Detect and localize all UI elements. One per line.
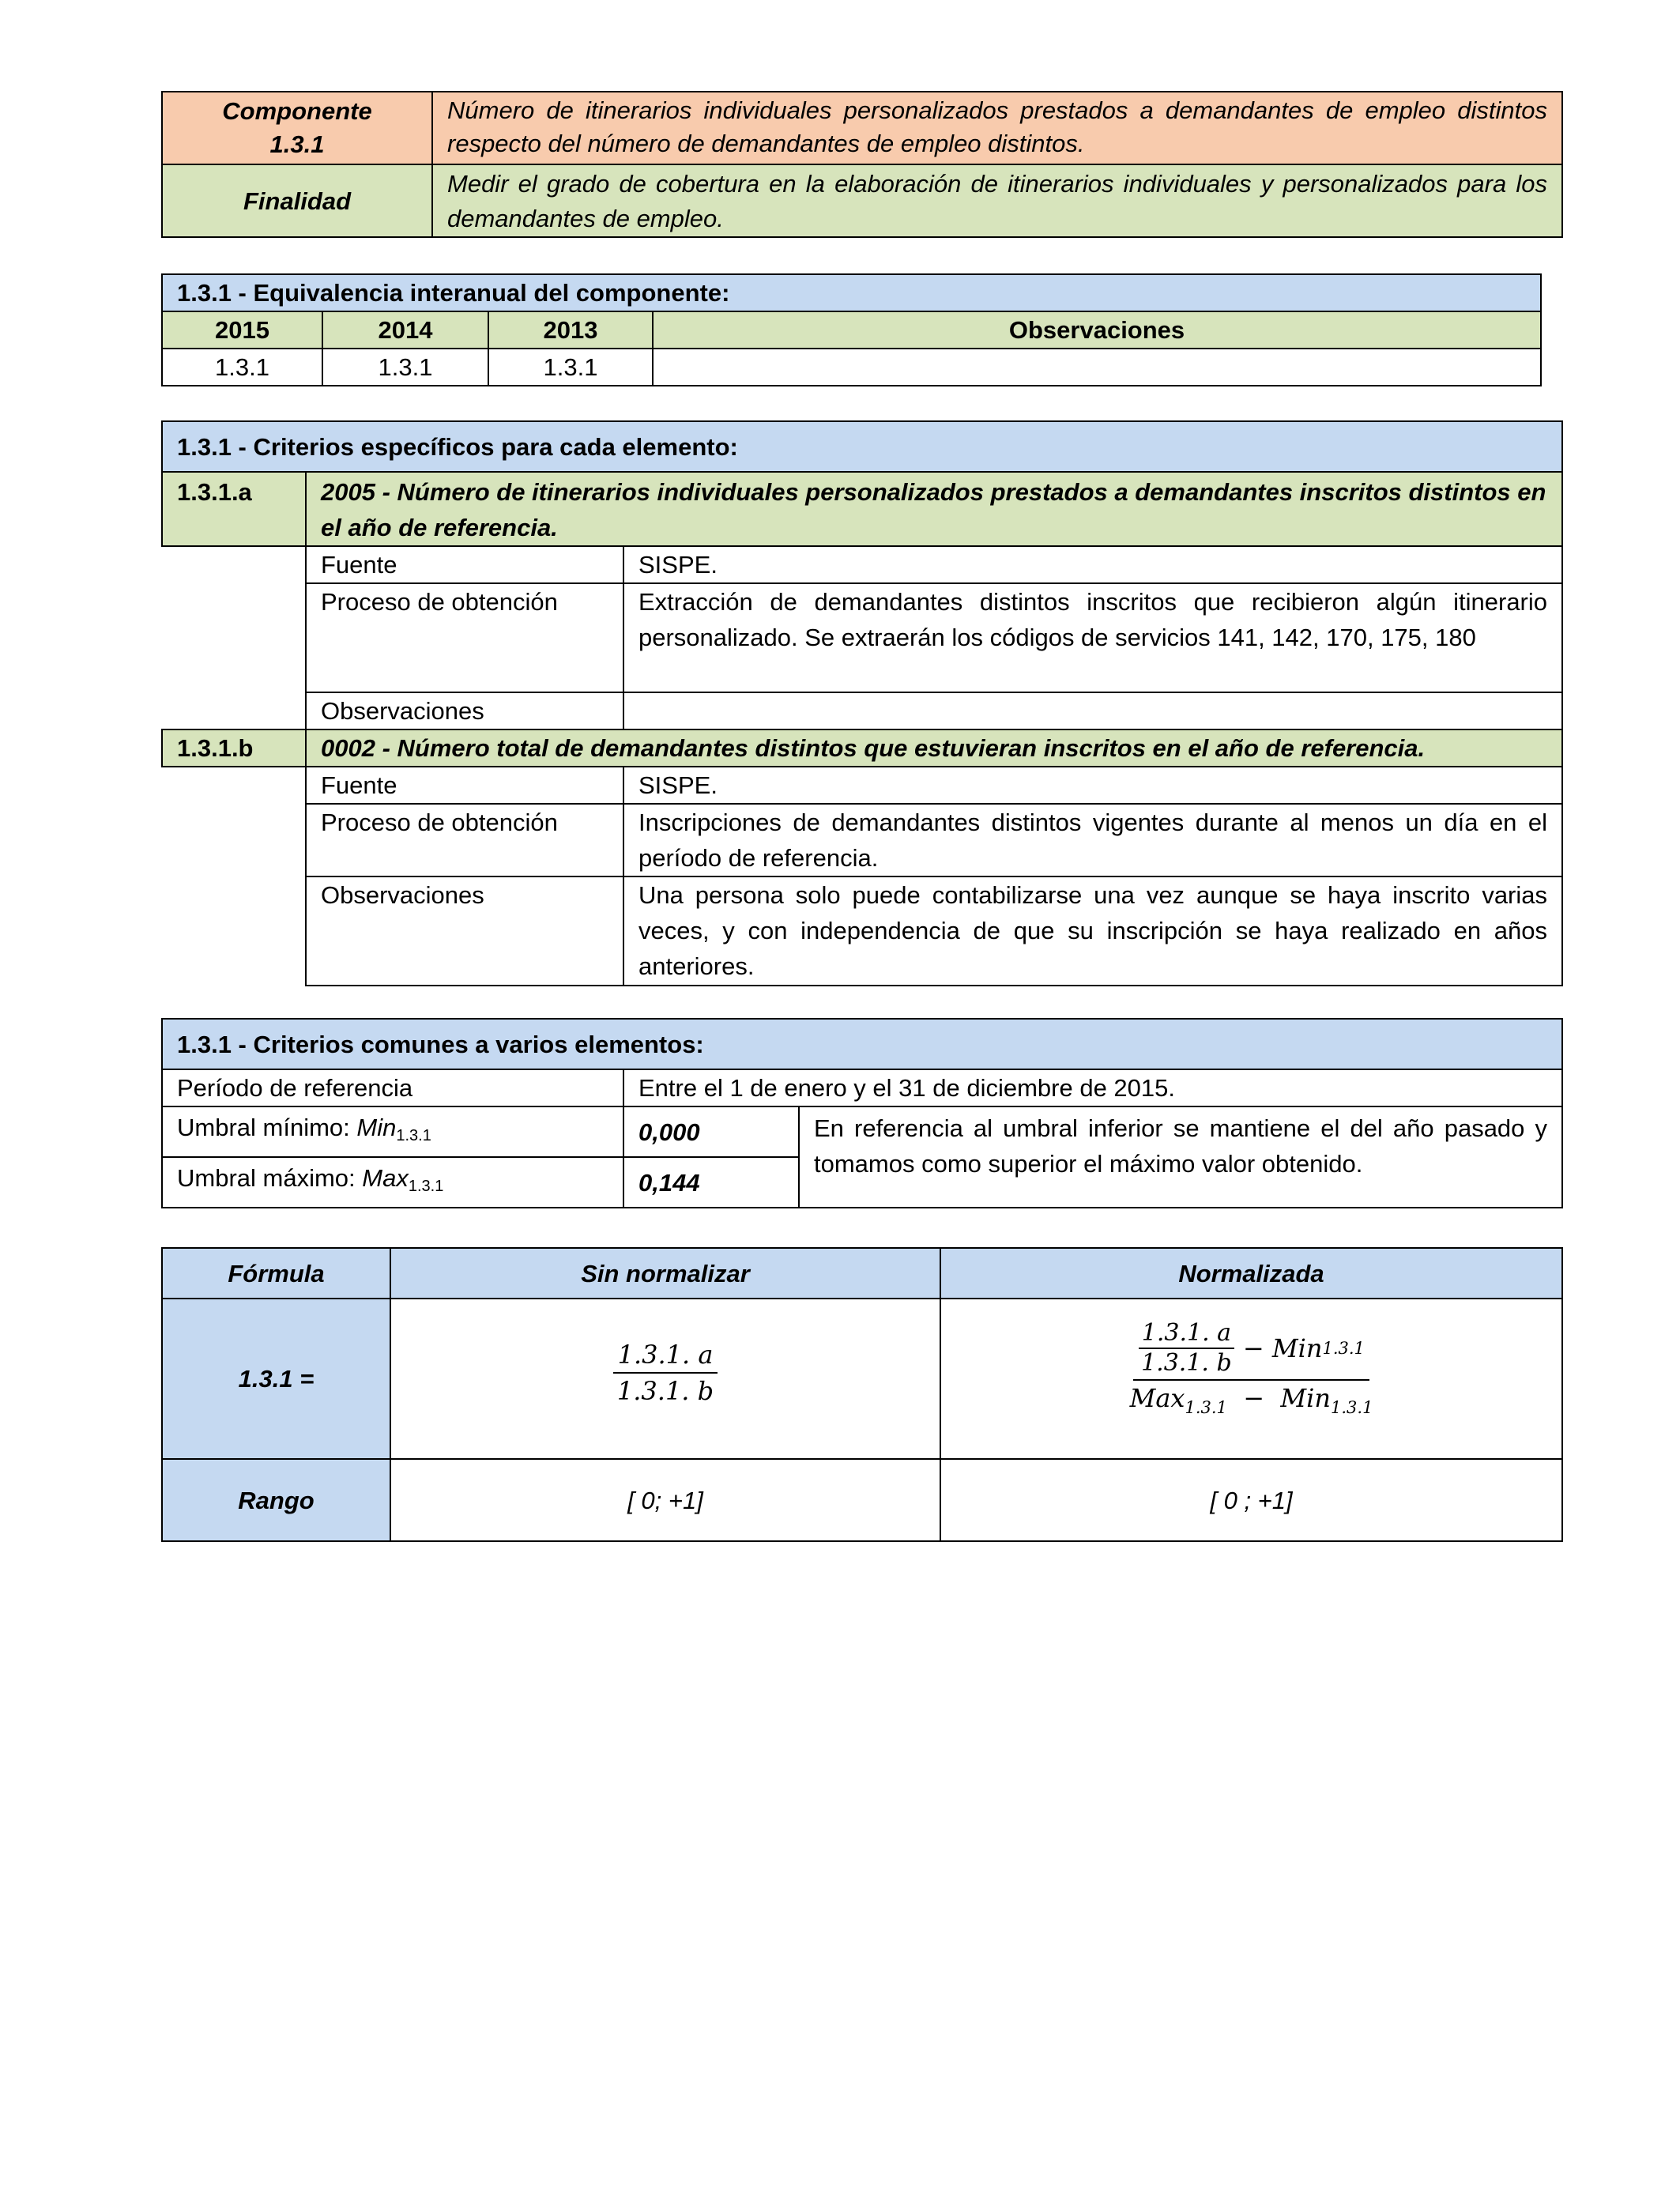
rango-sin-normalizar: [ 0; +1] bbox=[390, 1459, 940, 1541]
formula-norm-max-sub: 1.3.1 bbox=[1185, 1397, 1227, 1417]
formula-header-normalizada: Normalizada bbox=[940, 1248, 1562, 1299]
umbral-min-label-cell bbox=[162, 1106, 623, 1157]
periodo-label: Período de referencia bbox=[162, 1069, 623, 1106]
formula-norm-min: Min bbox=[1271, 1333, 1323, 1363]
formula-norm-max: Max bbox=[1129, 1382, 1185, 1413]
formula-sin-num: 1.3.1. a bbox=[613, 1339, 718, 1374]
formula-row-label: 1.3.1 = bbox=[162, 1299, 390, 1459]
element-a-fuente-value: SISPE. bbox=[623, 546, 1562, 583]
spacer bbox=[162, 692, 306, 729]
minus-sign: − bbox=[1235, 1382, 1273, 1413]
componente-code: 1.3.1 bbox=[269, 130, 325, 158]
formula-norm-inner-frac bbox=[1138, 1319, 1235, 1378]
minus-sign: − bbox=[1234, 1333, 1272, 1363]
formula-norm-min-sub: 1.3.1 bbox=[1322, 1338, 1365, 1358]
formula-header-formula: Fórmula bbox=[162, 1248, 390, 1299]
umbral-min-value: 0,000 bbox=[623, 1106, 799, 1157]
element-b-fuente-value: SISPE. bbox=[623, 767, 1562, 804]
umbral-min-var: Min bbox=[356, 1114, 397, 1141]
equiv-header-2014: 2014 bbox=[322, 311, 488, 349]
spacer bbox=[162, 767, 306, 804]
criterios-especificos-table bbox=[161, 420, 1563, 986]
formula-sin-normalizar-cell bbox=[390, 1299, 940, 1459]
formula-norm-numerator bbox=[1133, 1319, 1369, 1381]
umbral-max-value: 0,144 bbox=[623, 1157, 799, 1208]
formula-sin-normalizar bbox=[612, 1339, 718, 1407]
equiv-cell-2013: 1.3.1 bbox=[488, 349, 653, 386]
formula-norm-inner-num: 1.3.1. a bbox=[1139, 1319, 1234, 1349]
element-b-code: 1.3.1.b bbox=[162, 729, 306, 767]
umbral-max-label-cell bbox=[162, 1157, 623, 1208]
element-b-fuente-label: Fuente bbox=[306, 767, 623, 804]
spacer bbox=[162, 546, 306, 583]
equiv-header-2015: 2015 bbox=[162, 311, 322, 349]
formula-normalizada bbox=[1125, 1319, 1378, 1423]
element-a-proceso-label: Proceso de obtención bbox=[306, 583, 623, 692]
umbral-min-label: Umbral mínimo: bbox=[177, 1114, 357, 1141]
element-b-observaciones-value: Una persona solo puede contabilizarse una vez aunque se haya inscrito varias veces, y con independencia de que su inscripción se haya realizado en años anteriores. bbox=[623, 876, 1562, 986]
finalidad-label: Finalidad bbox=[162, 164, 432, 237]
formula-norm-min2: Min bbox=[1280, 1382, 1331, 1413]
element-b-title: 0002 - Número total de demandantes distintos que estuvieran inscritos en el año de referencia. bbox=[306, 729, 1562, 767]
formula-table bbox=[161, 1247, 1563, 1542]
equivalencia-table bbox=[161, 273, 1542, 386]
formula-normalizada-cell bbox=[940, 1299, 1562, 1459]
umbral-min-sub: 1.3.1 bbox=[396, 1127, 431, 1144]
equiv-header-observaciones: Observaciones bbox=[653, 311, 1541, 349]
element-b-observaciones-label: Observaciones bbox=[306, 876, 623, 986]
umbral-max-label: Umbral máximo: bbox=[177, 1164, 363, 1192]
rango-normalizada: [ 0 ; +1] bbox=[940, 1459, 1562, 1541]
umbral-note: En referencia al umbral inferior se mantiene el del año pasado y tomamos como superior el máximo valor obtenido. bbox=[799, 1106, 1562, 1208]
formula-sin-den: 1.3.1. b bbox=[616, 1375, 714, 1406]
element-a-code: 1.3.1.a bbox=[162, 472, 306, 546]
componente-label: Componente bbox=[222, 97, 372, 125]
spacer bbox=[162, 876, 306, 986]
criterios-comunes-title: 1.3.1 - Criterios comunes a varios elementos: bbox=[162, 1019, 1562, 1069]
element-a-fuente-label: Fuente bbox=[306, 546, 623, 583]
umbral-max-sub: 1.3.1 bbox=[408, 1178, 444, 1195]
component-header-table bbox=[161, 91, 1563, 238]
equiv-cell-2014: 1.3.1 bbox=[322, 349, 488, 386]
equivalencia-title: 1.3.1 - Equivalencia interanual del componente: bbox=[162, 274, 1541, 311]
criterios-comunes-table bbox=[161, 1018, 1563, 1208]
spacer bbox=[162, 804, 306, 876]
element-b-proceso-label: Proceso de obtención bbox=[306, 804, 623, 876]
spacer bbox=[162, 583, 306, 692]
formula-norm-denominator bbox=[1125, 1381, 1378, 1423]
formula-header-sin-normalizar: Sin normalizar bbox=[390, 1248, 940, 1299]
rango-label: Rango bbox=[162, 1459, 390, 1541]
umbral-max-var: Max bbox=[362, 1164, 409, 1192]
element-a-observaciones-value bbox=[623, 692, 1562, 729]
equiv-header-2013: 2013 bbox=[488, 311, 653, 349]
element-b-proceso-value: Inscripciones de demandantes distintos vigentes durante al menos un día en el período de referencia. bbox=[623, 804, 1562, 876]
periodo-value: Entre el 1 de enero y el 31 de diciembre de 2015. bbox=[623, 1069, 1562, 1106]
formula-norm-inner-den: 1.3.1. b bbox=[1141, 1348, 1232, 1377]
equiv-cell-observaciones bbox=[653, 349, 1541, 386]
finalidad-desc: Medir el grado de cobertura en la elaboración de itinerarios individuales y personalizados para los demandantes de empleo. bbox=[432, 164, 1562, 237]
equiv-cell-2015: 1.3.1 bbox=[162, 349, 322, 386]
componente-desc: Número de itinerarios individuales personalizados prestados a demandantes de empleo distintos respecto del número de demandantes de empleo distintos. bbox=[432, 92, 1562, 164]
element-a-observaciones-label: Observaciones bbox=[306, 692, 623, 729]
componente-label-cell bbox=[162, 92, 432, 164]
formula-norm-min2-sub: 1.3.1 bbox=[1331, 1397, 1373, 1417]
element-a-title: 2005 - Número de itinerarios individuales personalizados prestados a demandantes inscritos distintos en el año de referencia. bbox=[306, 472, 1562, 546]
criterios-especificos-title: 1.3.1 - Criterios específicos para cada elemento: bbox=[162, 421, 1562, 472]
element-a-proceso-value: Extracción de demandantes distintos inscritos que recibieron algún itinerario personalizado. Se extraerán los códigos de servicios 141, 142, 170, 175, 180 bbox=[623, 583, 1562, 692]
